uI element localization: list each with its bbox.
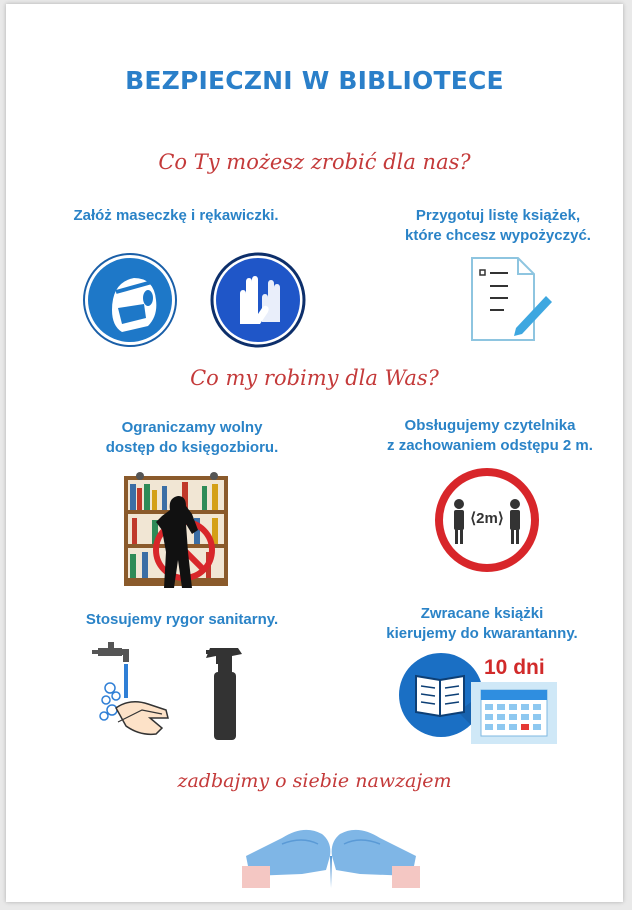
label-distance-line2: z zachowaniem odstępu 2 m. [387,437,593,454]
label-mask-gloves [46,206,306,226]
section-heading-we: Co my robimy dla Was? [190,366,439,390]
checklist-icon [468,256,554,342]
label-distance [362,416,618,456]
gloves-icon [210,252,306,348]
label-mask-line1: Załóż maseczkę i rękawiczki. [73,207,279,224]
label-access-line2: dostęp do księgozbioru. [105,439,279,456]
section-heading-you: Co Ty możesz zrobić dla nas? [158,150,471,174]
page-title: BEZPIECZNI W BIBLIOTECE [125,66,504,95]
quarantine-days: 10 dni [484,656,545,679]
calendar-icon [471,682,557,744]
face-mask-icon [82,252,178,348]
label-sanitary-line1: Stosujemy rygor sanitarny. [85,611,279,628]
label-sanitary [46,610,318,630]
label-list-line1: Przygotuj listę książek, [415,207,581,224]
heart-hands-icon [242,804,420,890]
label-access-line1: Ograniczamy wolny [121,419,263,436]
label-book-list [378,206,618,246]
poster [6,4,623,902]
footer-slogan: zadbajmy o siebie nawzajem [177,770,452,792]
hand-washing-icon [90,638,174,742]
label-quarantine [354,604,610,644]
restricted-bookshelf-icon [122,470,232,592]
label-restricted-access [72,418,312,458]
label-quarantine-line2: kierujemy do kwarantanny. [386,625,578,642]
label-distance-line1: Obsługujemy czytelnika [404,417,576,434]
distance-sign-label: ⟨2m⟩ [470,510,504,527]
spray-bottle-icon [202,644,250,742]
label-quarantine-line1: Zwracane książki [420,605,544,622]
distance-2m-icon [435,468,539,572]
label-list-line2: które chcesz wypożyczyć. [405,227,591,244]
